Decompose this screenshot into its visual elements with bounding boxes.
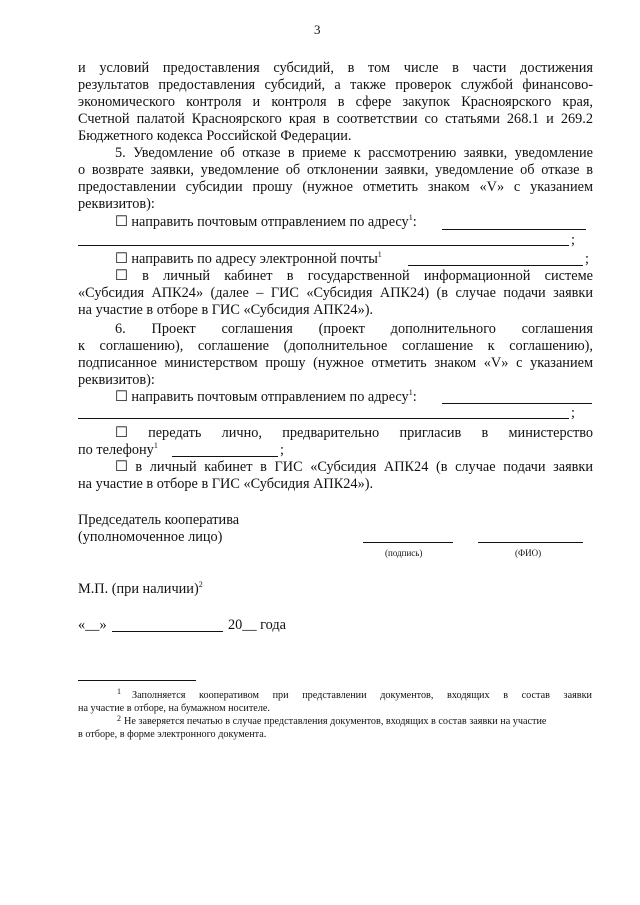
stamp-text: М.П. (при наличии)	[78, 581, 199, 597]
text-line: Счетной палатой Красноярского края в соответствии со статьями 268.1 и 269.2	[78, 111, 593, 127]
name-field[interactable]	[478, 542, 583, 543]
text-line: предоставлении субсидии прошу (нужное отметить знаком «V» с указанием	[78, 179, 593, 195]
footnote-ref: 1	[408, 388, 413, 397]
date-day: «__»	[78, 617, 107, 633]
date-month-field[interactable]	[112, 631, 223, 632]
signature-caption: (подпись)	[385, 548, 423, 558]
address-field-2-continued[interactable]	[78, 418, 569, 419]
option-handover-checkbox[interactable]: ☐ передать лично, предварительно пригласив в министерство	[115, 425, 593, 441]
text-line: 6. Проект соглашения (проект дополнительного соглашения	[115, 321, 593, 337]
text-line: экономического контроля и контроля в сфере закупок Красноярского края,	[78, 94, 593, 110]
option-postal-checkbox-2[interactable]	[115, 389, 417, 406]
footnote-2-text-cont: в отборе, в форме электронного документа.	[78, 729, 267, 740]
option-gis-checkbox[interactable]: ☐ в личный кабинет в государственной информационной системе	[115, 268, 593, 284]
text-line: подписанное министерством прошу (нужное отметить знаком «V» с указанием	[78, 355, 593, 371]
semicolon: ;	[585, 251, 589, 267]
option-gis-checkbox-2[interactable]: ☐ в личный кабинет в ГИС «Субсидия АПК24 (в случае подачи заявки	[115, 459, 593, 475]
semicolon: ;	[571, 232, 575, 248]
footnote-ref: 2	[198, 580, 203, 589]
name-caption: (ФИО)	[515, 548, 542, 558]
phone-line	[78, 442, 158, 459]
text-line: на участие в отборе в ГИС «Субсидия АПК24»).	[78, 476, 374, 492]
colon: :	[412, 214, 417, 230]
footnote-ref: 1	[153, 441, 158, 450]
footnote-ref: 1	[377, 250, 382, 259]
phone-field[interactable]	[172, 456, 278, 457]
address-field-continued[interactable]	[78, 245, 569, 246]
text-line: и условий предоставления субсидий, в том числе в части достижения	[78, 60, 593, 76]
text-line: о возврате заявки, уведомление об отклонении заявки, уведомление об отказе в	[78, 162, 593, 178]
semicolon: ;	[571, 405, 575, 421]
option-postal-checkbox[interactable]	[115, 214, 417, 231]
footnote-ref: 1	[408, 213, 413, 222]
option-label: ☐ направить по адресу электронной почты	[115, 251, 378, 267]
signature-field[interactable]	[363, 542, 453, 543]
text-line: Бюджетного кодекса Российской Федерации.	[78, 128, 352, 144]
page-number: 3	[314, 22, 321, 37]
text-line: к соглашению), соглашение (дополнительное соглашение к соглашению),	[78, 338, 593, 354]
email-field[interactable]	[408, 265, 583, 266]
footnote-1-text-cont: на участие в отборе, на бумажном носителе.	[78, 703, 270, 714]
colon: :	[412, 389, 417, 405]
stamp-label	[78, 581, 203, 598]
phone-label: по телефону	[78, 442, 154, 458]
text-line: на участие в отборе в ГИС «Субсидия АПК24»).	[78, 302, 374, 318]
option-email-checkbox[interactable]	[115, 251, 382, 268]
text-line: результатов предоставления субсидий, а также проверок службой финансово-	[78, 77, 593, 93]
address-field-2[interactable]	[442, 403, 592, 404]
footnote-1-text: Заполняется кооперативом при представлении документов, входящих в состав заявки	[132, 690, 592, 701]
semicolon: ;	[280, 442, 284, 458]
footnote-1-number: 1	[117, 687, 121, 696]
footnote-2-text: Не заверяется печатью в случае представления документов, входящих в состав заявки на участие	[124, 716, 547, 727]
signatory-title: Председатель кооператива	[78, 512, 240, 528]
signatory-subtitle: (уполномоченное лицо)	[78, 529, 223, 545]
option-label: ☐ направить почтовым отправлением по адресу	[115, 389, 409, 405]
address-field[interactable]	[442, 229, 586, 230]
footnote-separator	[78, 680, 196, 681]
footnote-2-number: 2	[117, 714, 121, 723]
text-line: «Субсидия АПК24» (далее – ГИС «Субсидия АПК24) (в случае подачи заявки	[78, 285, 593, 301]
text-line: реквизитов):	[78, 372, 155, 388]
text-line: 5. Уведомление об отказе в приеме к рассмотрению заявки, уведомление	[115, 145, 593, 161]
text-line: реквизитов):	[78, 196, 155, 212]
option-label: ☐ направить почтовым отправлением по адресу	[115, 214, 409, 230]
date-year: 20__ года	[228, 617, 287, 633]
